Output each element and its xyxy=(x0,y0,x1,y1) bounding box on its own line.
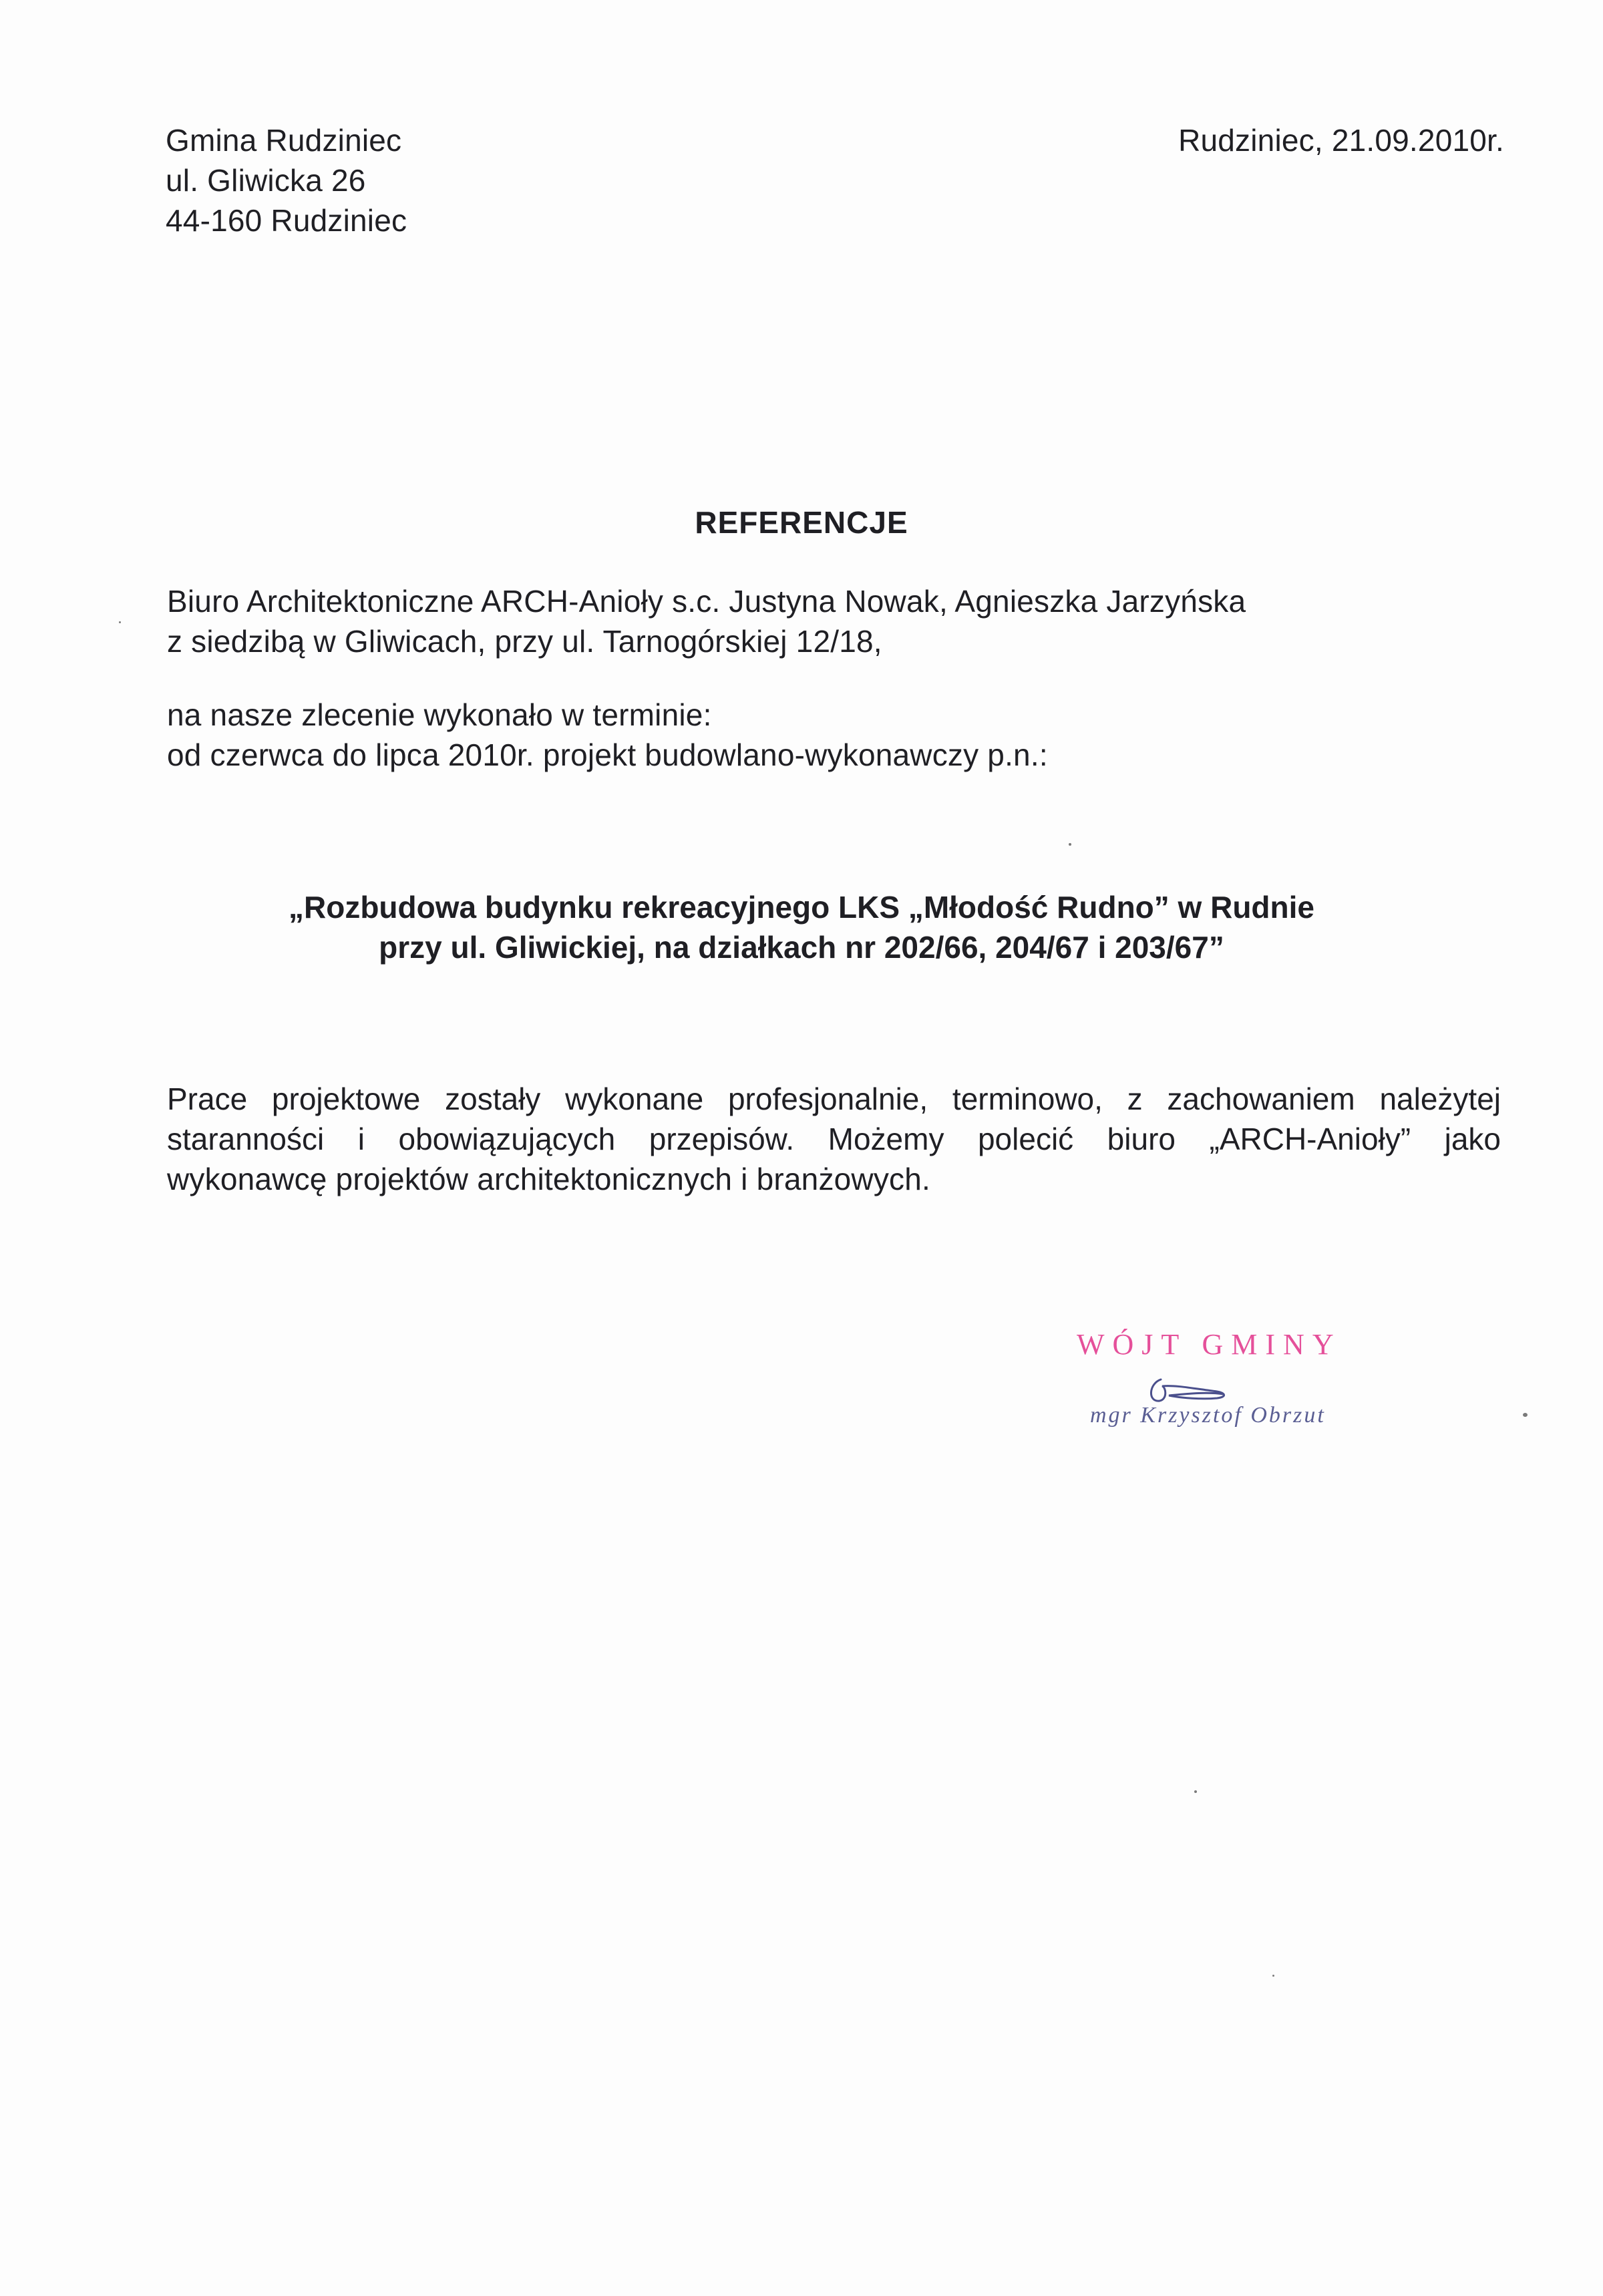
sender-city: 44-160 Rudziniec xyxy=(166,203,407,238)
stamp-signatory-name: mgr Krzysztof Obrzut xyxy=(1090,1403,1326,1428)
document-title: REFERENCJE xyxy=(695,505,908,540)
scan-speck xyxy=(1069,843,1071,846)
scan-speck xyxy=(1523,1413,1528,1417)
company-line-2: z siedzibą w Gliwicach, przy ul. Tarnogórskiej 12/18, xyxy=(167,624,882,659)
assessment-line-2: staranności i obowiązujących przepisów. Możemy polecić biuro „ARCH-Anioły” jako xyxy=(167,1122,1501,1156)
company-line-1: Biuro Architektoniczne ARCH-Anioły s.c. Justyna Nowak, Agnieszka Jarzyńska xyxy=(167,584,1246,619)
assessment-line-3: wykonawcę projektów architektonicznych i branżowych. xyxy=(167,1162,931,1196)
sender-street: ul. Gliwicka 26 xyxy=(166,163,366,198)
order-line-1: na nasze zlecenie wykonało w terminie: xyxy=(167,697,712,732)
letter-date: Rudziniec, 21.09.2010r. xyxy=(1178,123,1504,158)
sender-name: Gmina Rudziniec xyxy=(166,123,402,158)
assessment-line-1: Prace projektowe zostały wykonane profesjonalnie, terminowo, z zachowaniem należytej xyxy=(167,1082,1501,1116)
project-title-line-2: przy ul. Gliwickiej, na działkach nr 202/66, 204/67 i 203/67” xyxy=(379,930,1224,965)
order-line-2: od czerwca do lipca 2010r. projekt budowlano-wykonawczy p.n.: xyxy=(167,737,1048,772)
project-title-line-1: „Rozbudowa budynku rekreacyjnego LKS „Młodość Rudno” w Rudnie xyxy=(289,890,1314,925)
scan-speck xyxy=(119,621,121,623)
scan-speck xyxy=(1194,1790,1197,1793)
scan-speck xyxy=(1272,1975,1274,1977)
official-stamp xyxy=(1042,1326,1389,1460)
stamp-title: WÓJT GMINY xyxy=(1077,1328,1342,1361)
